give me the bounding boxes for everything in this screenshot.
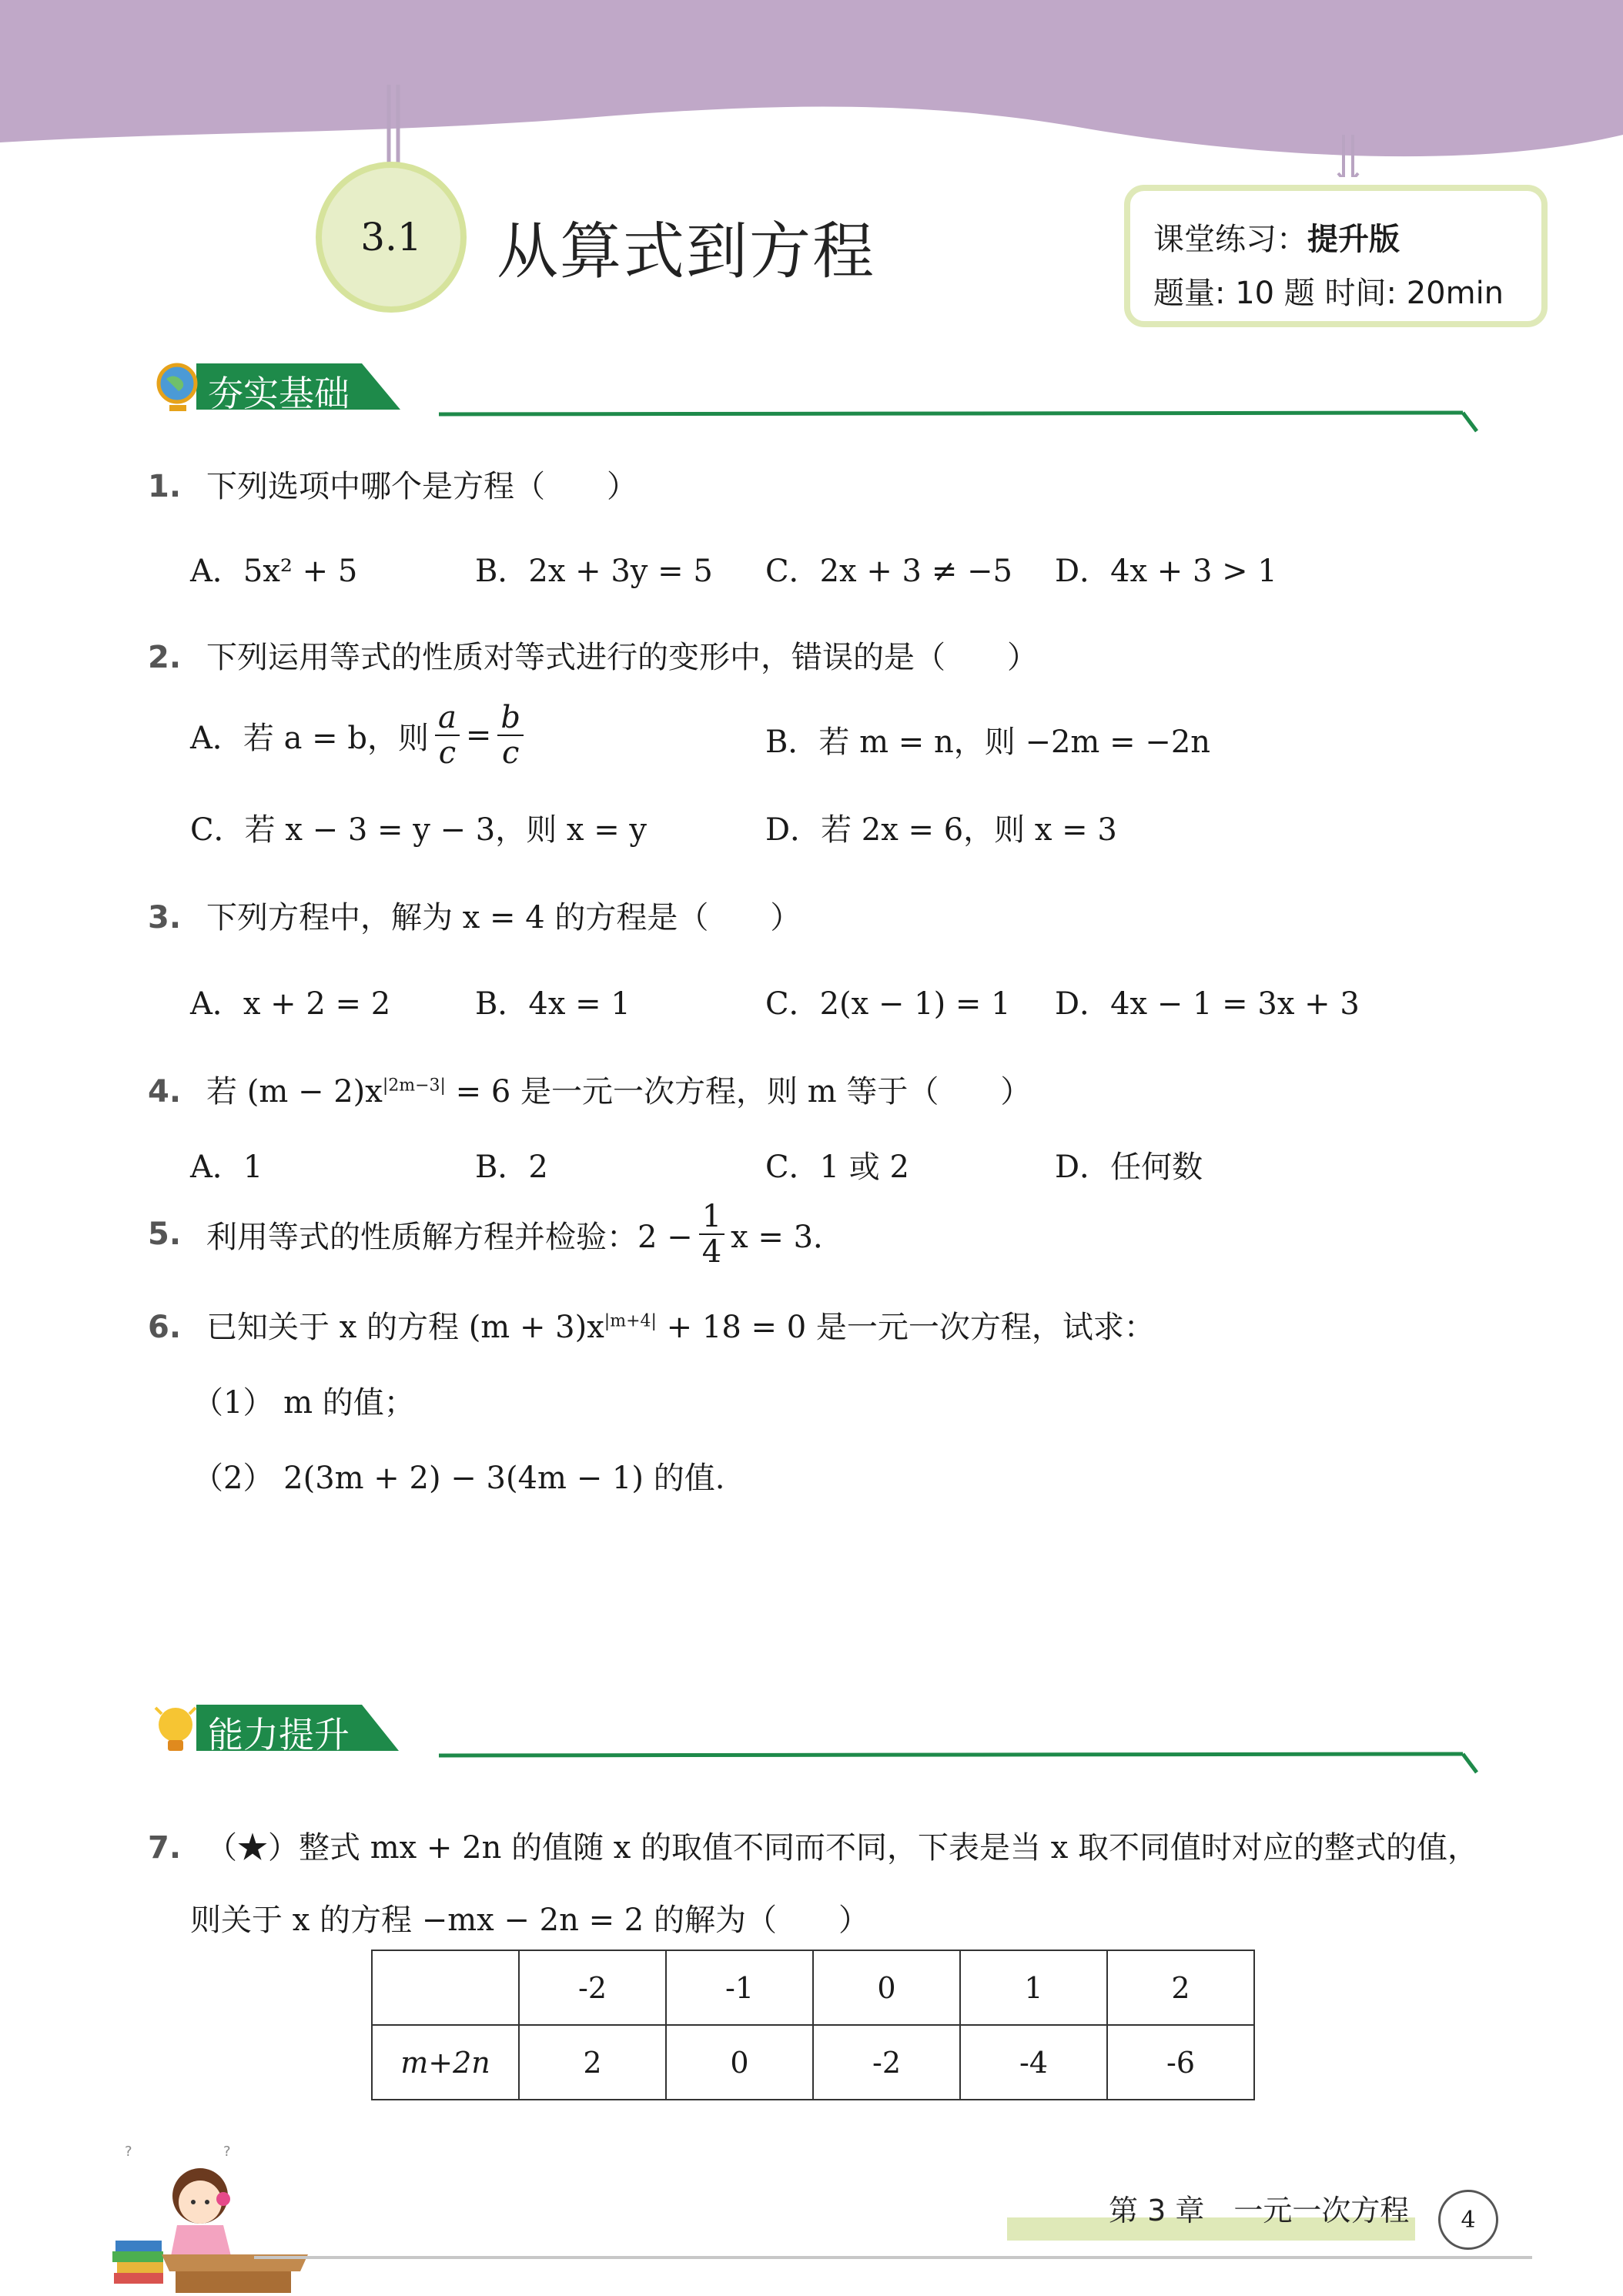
denominator: c — [501, 735, 520, 771]
denominator: c — [438, 735, 457, 771]
question-text: 下列运用等式的性质对等式进行的变形中，错误的是（ ） — [206, 640, 1038, 675]
values-table — [371, 1950, 1255, 2100]
question-number: 1. — [148, 469, 182, 504]
practice-level: 提升版 — [1307, 222, 1400, 257]
question-7-line-2: 则关于 x 的方程 −mx − 2n = 2 的解为（ ） — [190, 1903, 869, 1938]
svg-text:?: ? — [125, 2144, 132, 2160]
chapter-label: 第 3 章 一元一次方程 — [1109, 2194, 1410, 2227]
table-cell: 1 — [960, 1950, 1107, 2025]
table-cell: -4 — [960, 2025, 1107, 2100]
page-number-badge — [1438, 2190, 1498, 2250]
q2-option-b: B．若 m = n，则 −2m = −2n — [765, 725, 1211, 760]
svg-text:?: ? — [223, 2144, 231, 2160]
table-cell: 2 — [1107, 1950, 1254, 2025]
question-5 — [148, 1200, 844, 1269]
table-cell — [372, 1950, 519, 2025]
footer-rule — [254, 2256, 1532, 2259]
table-cell: m+2n — [372, 2025, 519, 2100]
section-header-basic-bg — [154, 354, 1478, 439]
question-text: （★）整式 mx + 2n 的值随 x 的取值不同而不同，下表是当 x 取不同值时对应的整式的值， — [206, 1830, 1479, 1866]
q1-option-d: D．4x + 3 > 1 — [1055, 554, 1277, 589]
question-text: = 6 是一元一次方程，则 m 等于（ ） — [445, 1074, 1032, 1110]
question-text: x = 3． — [731, 1219, 845, 1255]
denominator: 4 — [701, 1234, 722, 1270]
page-number: 4 — [1461, 2206, 1476, 2234]
question-2 — [148, 633, 1038, 677]
question-6 — [148, 1303, 1155, 1347]
question-text: 下列方程中，解为 x = 4 的方程是（ ） — [206, 900, 801, 935]
student-reading-illustration — [108, 2125, 323, 2296]
numerator: 1 — [699, 1200, 724, 1235]
section-header-advanced-bg — [154, 1695, 1478, 1780]
section-number: 3.1 — [360, 215, 422, 259]
question-text: 下列选项中哪个是方程（ ） — [206, 469, 637, 504]
option-text: A．若 a = b，则 — [190, 720, 429, 756]
question-number: 2. — [148, 640, 182, 675]
q6-sub-2: （2） 2(3m + 2) − 3(4m − 1) 的值. — [192, 1461, 725, 1496]
question-text: 已知关于 x 的方程 (m + 3)x — [206, 1310, 604, 1345]
question-text: 利用等式的性质解方程并检验：2 − — [206, 1219, 693, 1255]
numerator: a — [435, 701, 460, 736]
question-text: 若 (m − 2)x — [206, 1074, 383, 1110]
question-number: 6. — [148, 1310, 182, 1345]
question-number: 5. — [148, 1217, 182, 1252]
fraction — [497, 701, 524, 770]
quantity-time: 题量: 10 题 时间: 20min — [1153, 276, 1504, 311]
section-title-basic: 夯实基础 — [208, 373, 350, 414]
globe-icon — [152, 360, 202, 416]
question-number: 3. — [148, 900, 182, 935]
practice-label: 课堂练习： — [1153, 222, 1307, 257]
exponent: |2m−3| — [382, 1076, 446, 1096]
q3-option-c: C．2(x − 1) = 1 — [765, 986, 1011, 1022]
header-wave-banner — [0, 0, 1623, 177]
table-cell: -6 — [1107, 2025, 1254, 2100]
question-3 — [148, 893, 801, 937]
page-title: 从算式到方程 — [497, 216, 875, 287]
q1-option-a: A．5x² + 5 — [190, 554, 358, 589]
q1-option-b: B．2x + 3y = 5 — [475, 554, 713, 589]
q2-option-c: C．若 x − 3 = y − 3，则 x = y — [190, 812, 648, 848]
q3-option-a: A．x + 2 = 2 — [190, 986, 391, 1022]
q4-option-a: A．1 — [190, 1150, 263, 1185]
q4-option-d: D．任何数 — [1055, 1150, 1203, 1185]
question-number: 7. — [148, 1830, 182, 1866]
table-row — [372, 2025, 1254, 2100]
practice-info-box — [1124, 185, 1548, 327]
q4-option-b: B．2 — [475, 1150, 548, 1185]
question-4 — [148, 1067, 1031, 1111]
q2-option-d: D．若 2x = 6，则 x = 3 — [765, 812, 1117, 848]
section-title-advanced: 能力提升 — [208, 1714, 350, 1755]
question-number: 4. — [148, 1074, 182, 1110]
q1-option-c: C．2x + 3 ≠ −5 — [765, 554, 1012, 589]
q6-sub-1: （1） m 的值； — [192, 1385, 415, 1421]
exponent: |m+4| — [604, 1311, 657, 1331]
question-7 — [148, 1823, 1478, 1867]
q4-option-c: C．1 或 2 — [765, 1150, 909, 1185]
fraction — [435, 701, 460, 770]
fraction — [699, 1200, 724, 1269]
numerator: b — [497, 701, 524, 736]
table-cell: 0 — [813, 1950, 960, 2025]
section-number-badge — [316, 162, 467, 313]
table-cell: 2 — [519, 2025, 666, 2100]
lightbulb-icon — [151, 1700, 200, 1762]
table-row — [372, 1950, 1254, 2025]
q3-option-b: B．4x = 1 — [475, 986, 631, 1022]
table-cell: -2 — [519, 1950, 666, 2025]
question-text: + 18 = 0 是一元一次方程，试求： — [656, 1310, 1155, 1345]
table-cell: 0 — [666, 2025, 813, 2100]
q3-option-d: D．4x − 1 = 3x + 3 — [1055, 986, 1360, 1022]
equals: = — [465, 718, 492, 753]
question-1 — [148, 462, 637, 506]
table-cell: -1 — [666, 1950, 813, 2025]
table-cell: -2 — [813, 2025, 960, 2100]
q2-option-a — [190, 701, 530, 770]
